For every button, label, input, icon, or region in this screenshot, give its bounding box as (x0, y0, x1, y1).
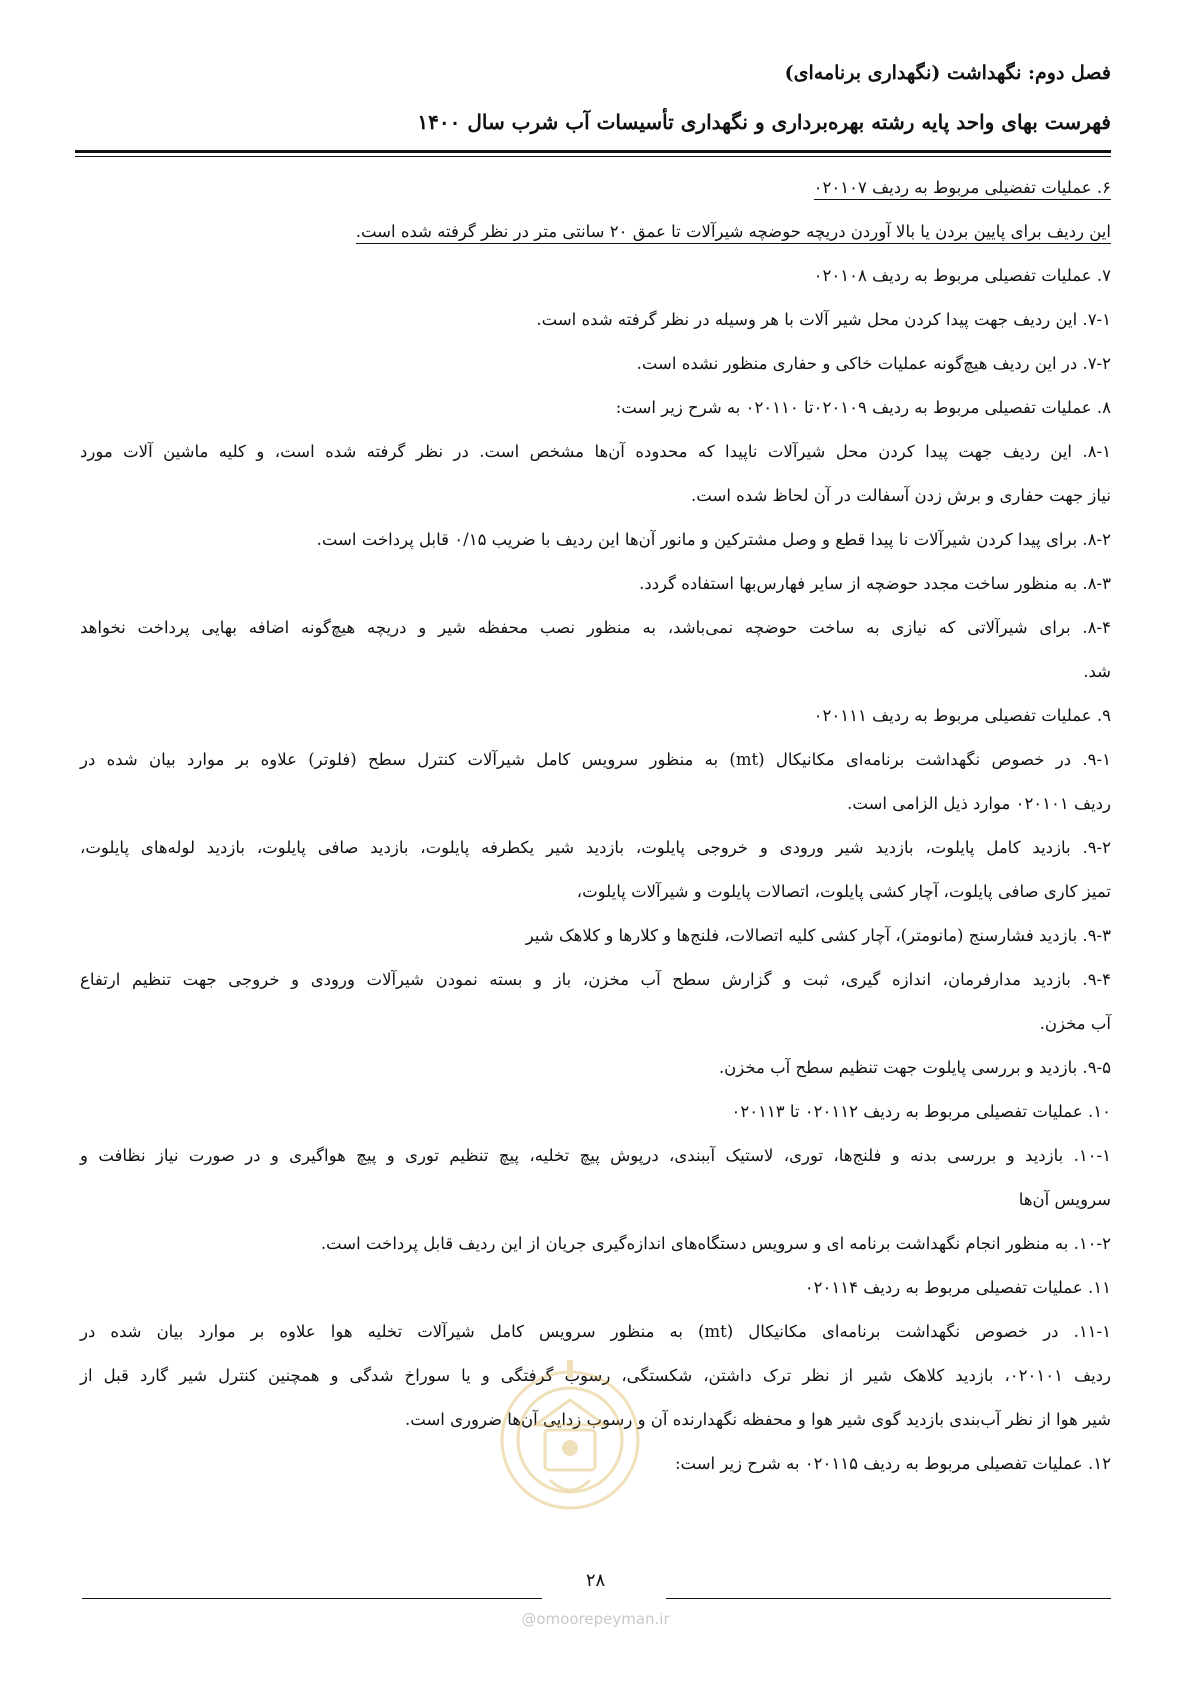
item-8-4-line-2: شد. (1083, 662, 1111, 681)
item-9-1-line-2: ردیف ۰۲۰۱۰۱ موارد ذیل الزامی است. (847, 794, 1111, 813)
section-7-heading: ۷. عملیات تفصیلی مربوط به ردیف ۰۲۰۱۰۸ (813, 266, 1111, 285)
item-7-2: ۷-۲. در این ردیف هیچ‌گونه عملیات خاکی و حفاری منظور نشده است. (636, 354, 1111, 373)
section-10-heading: ۱۰. عملیات تفصیلی مربوط به ردیف ۰۲۰۱۱۲ تا ۰۲۰۱۱۳ (731, 1102, 1111, 1121)
watermark-url: @omoorepeyman.ir (521, 1610, 670, 1628)
chapter-heading: فصل دوم: نگهداشت (نگهداری برنامه‌ای) (784, 62, 1111, 84)
seal-watermark-icon (495, 1330, 645, 1550)
item-8-1-line-1: ۸-۱. این ردیف جهت پیدا کردن محل شیرآلات ناپیدا که محدوده آن‌ها مشخص است. در نظر گرفته شده است، و کلیه ماشین آلات مورد (80, 442, 1111, 461)
section-12-heading: ۱۲. عملیات تفصیلی مربوط به ردیف ۰۲۰۱۱۵ به شرح زیر است: (674, 1454, 1111, 1473)
document-title: فهرست بهای واحد پایه رشته بهره‌برداری و نگهداری تأسیسات آب شرب سال ۱۴۰۰ (417, 110, 1111, 134)
section-8-heading: ۸. عملیات تفصیلی مربوط به ردیف ۰۲۰۱۰۹تا ۰۲۰۱۱۰ به شرح زیر است: (615, 398, 1111, 417)
item-11-1-line-3: شیر هوا از نظر آب‌بندی بازدید گوی شیر هوا و محفظه نگهدارنده آن و رسوب زدایی آن‌ها ضروری است. (405, 1410, 1111, 1429)
footer-rule-right (666, 1598, 1111, 1599)
item-7-1: ۷-۱. این ردیف جهت پیدا کردن محل شیر آلات با هر وسیله در نظر گرفته شده است. (536, 310, 1111, 329)
item-9-3: ۹-۳. بازدید فشارسنج (مانومتر)، آچار کشی کلیه اتصالات، فلنج‌ها و کلارها و کلاهک شیر (525, 926, 1111, 945)
item-10-2: ۱۰-۲. به منظور انجام نگهداشت برنامه ای و سرویس دستگاه‌های اندازه‌گیری جریان از این ردیف قابل پرداخت است. (320, 1234, 1111, 1253)
section-6-text: این ردیف برای پایین بردن یا بالا آوردن دریچه حوضچه شیرآلات تا عمق ۲۰ سانتی متر در نظر گرفته شده است. (80, 221, 1111, 243)
item-9-2-line-1: ۹-۲. بازدید کامل پایلوت، بازدید شیر ورودی و خروجی پایلوت، بازدید شیر یکطرفه پایلوت، بازدید صافی پایلوت، بازدید لوله‌های پایلوت، (80, 838, 1111, 857)
item-8-2: ۸-۲. برای پیدا کردن شیرآلات نا پیدا قطع و وصل مشترکین و مانور آن‌ها این ردیف با ضریب ۰/۱۵ قابل پرداخت است. (316, 530, 1111, 549)
section-9-heading: ۹. عملیات تفصیلی مربوط به ردیف ۰۲۰۱۱۱ (813, 706, 1111, 725)
item-8-4-line-1: ۸-۴. برای شیرآلاتی که نیازی به ساخت حوضچه نمی‌باشد، به منظور نصب محفظه شیر و دریچه هیچ‌گونه اضافه بهایی پرداخت نخواهد (80, 618, 1111, 637)
section-6-heading: ۶. عملیات تفضیلی مربوط به ردیف ۰۲۰۱۰۷ (80, 177, 1111, 199)
item-10-1-line-1: ۱۰-۱. بازدید و بررسی بدنه و فلنج‌ها، توری، لاستیک آببندی، درپوش پیچ تخلیه، پیچ تنظیم توری و پیچ هواگیری و در صورت نیاز نظافت و (80, 1146, 1111, 1165)
item-9-5: ۹-۵. بازدید و بررسی پایلوت جهت تنظیم سطح آب مخزن. (718, 1058, 1111, 1077)
page-number: ۲۸ (585, 1570, 606, 1591)
section-11-heading: ۱۱. عملیات تفصیلی مربوط به ردیف ۰۲۰۱۱۴ (804, 1278, 1111, 1297)
item-10-1-line-2: سرویس آن‌ها (1018, 1190, 1111, 1209)
item-11-1-line-1: ۱۱-۱. در خصوص نگهداشت برنامه‌ای مکانیکال (mt) به منظور سرویس کامل شیرآلات تخلیه هوا علاوه بر موارد بیان شده در (80, 1322, 1111, 1341)
item-8-1-line-2: نیاز جهت حفاری و برش زدن آسفالت در آن لحاظ شده است. (691, 486, 1111, 505)
header-rule-thick (75, 150, 1111, 153)
item-9-2-line-2: تمیز کاری صافی پایلوت، آچار کشی پایلوت، اتصالات پایلوت و شیرآلات پایلوت، (576, 882, 1111, 901)
footer-rule-left (82, 1598, 542, 1599)
item-11-1-line-2: ردیف ۰۲۰۱۰۱، بازدید کلاهک شیر از نظر ترک داشتن، شکستگی، رسوب گرفتگی و یا سوراخ شدگی و همچنین کنترل شیر گارد قبل از (80, 1366, 1111, 1385)
header-rule-thin (75, 156, 1111, 157)
item-9-4-line-1: ۹-۴. بازدید مدارفرمان، اندازه گیری، ثبت و گزارش سطح آب مخزن، باز و بسته نمودن شیرآلات ورودی و خروجی جهت تنظیم ارتفاع (80, 970, 1111, 989)
item-9-1-line-1: ۹-۱. در خصوص نگهداشت برنامه‌ای مکانیکال (mt) به منظور سرویس کامل شیرآلات کنترل سطح (فلوتر) علاوه بر موارد بیان شده در (80, 750, 1111, 769)
item-8-3: ۸-۳. به منظور ساخت مجدد حوضچه از سایر فهارس‌بها استفاده گردد. (639, 574, 1111, 593)
item-9-4-line-2: آب مخزن. (1039, 1014, 1111, 1033)
